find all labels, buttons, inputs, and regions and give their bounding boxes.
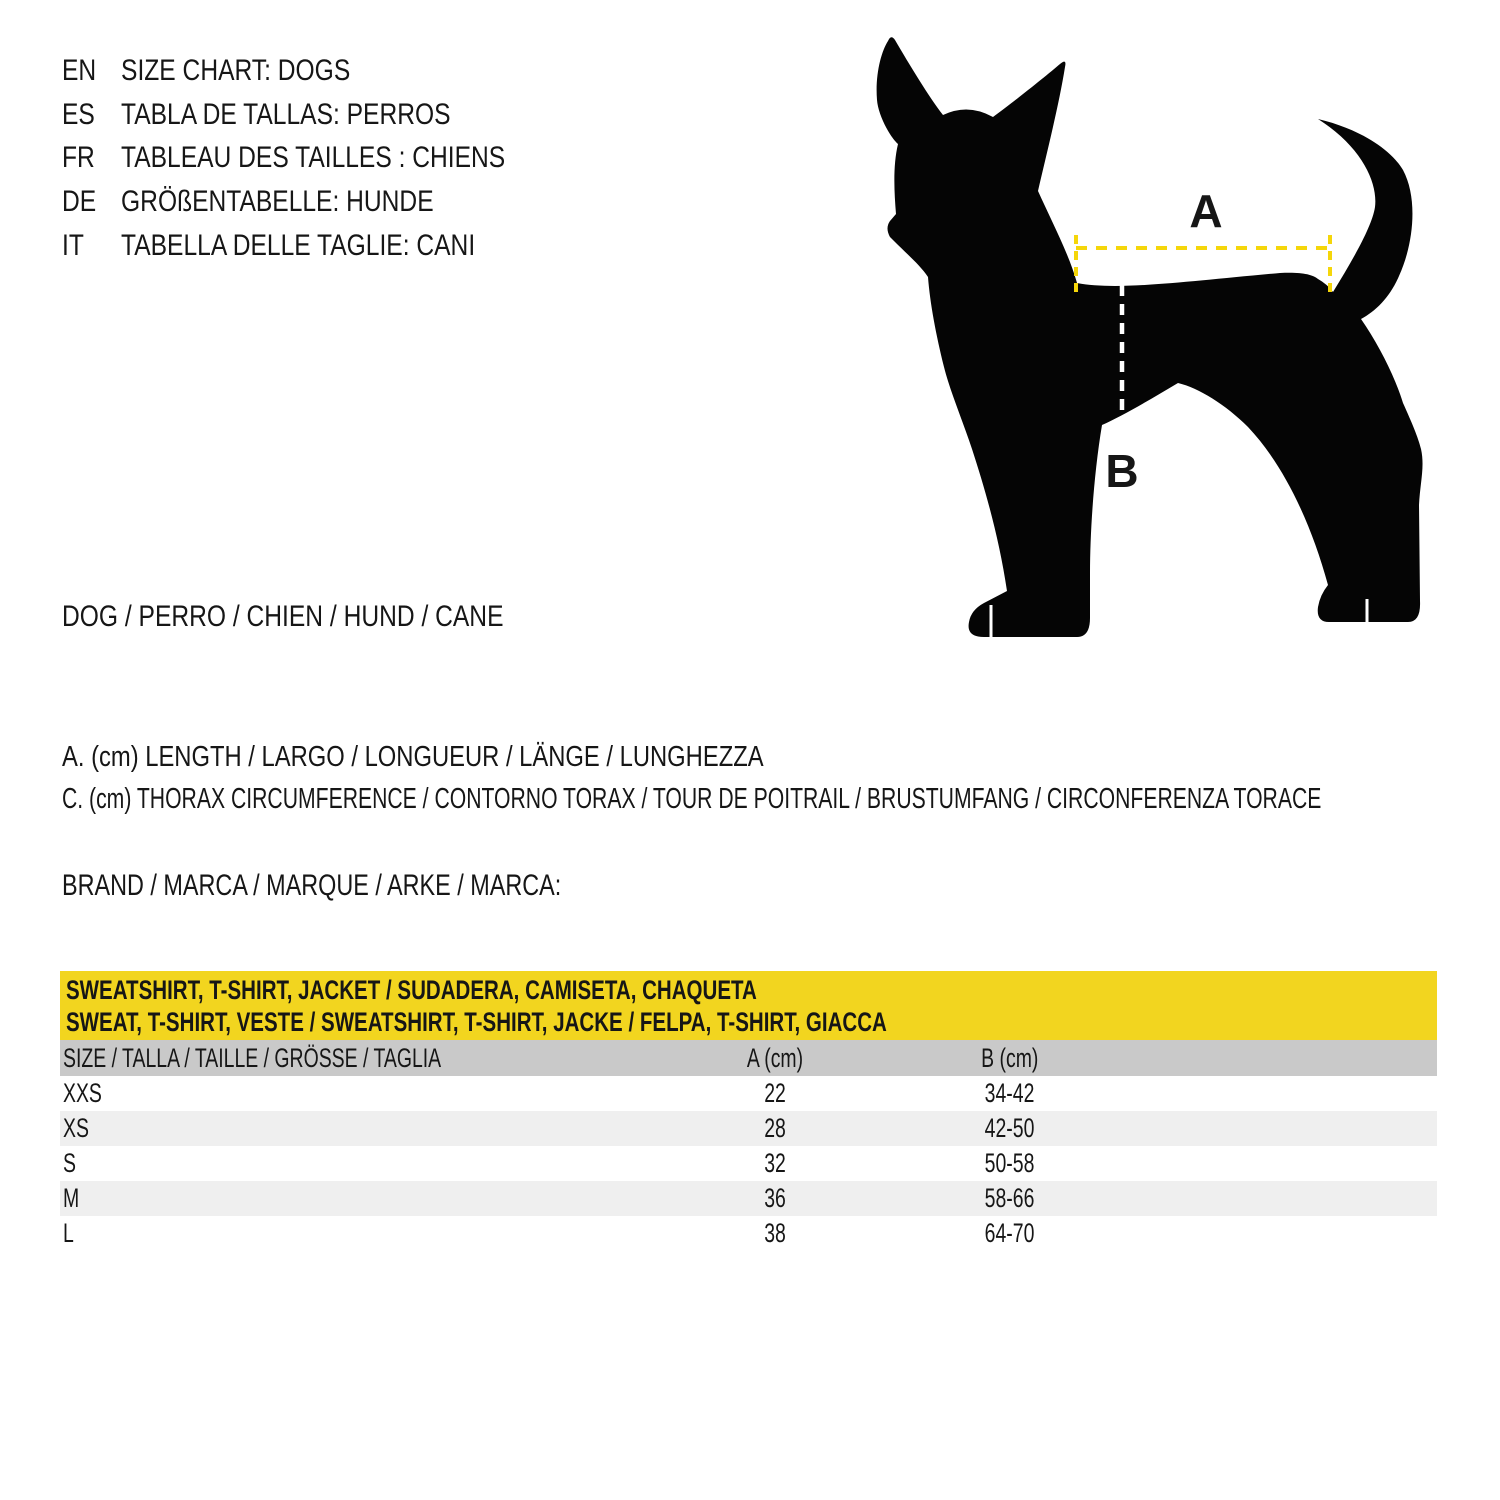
lang-title: SIZE CHART: DOGS [121,53,351,87]
lang-row-en [62,49,505,93]
size-table-header-row [60,1040,1437,1076]
table-row-xs [60,1111,1437,1146]
lang-code: IT [62,228,84,262]
lang-title: TABLEAU DES TAILLES : CHIENS [121,141,506,175]
brand-caption: BRAND / MARCA / MARQUE / ARKE / MARCA: [62,869,562,902]
lang-row-es [62,93,505,137]
table-row-xxs [60,1076,1437,1111]
b-value-cell: 50-58 [985,1148,1035,1178]
a-value-cell: 36 [764,1183,786,1213]
garment-type-header [60,971,1437,1040]
table-row-s [60,1146,1437,1181]
dog-silhouette-icon [877,37,1423,637]
lang-row-it [62,224,505,268]
measure-a-label: A [1189,185,1223,237]
dog-measurement-diagram [850,15,1450,645]
size-cell: XXS [63,1078,102,1108]
a-value-cell: 22 [764,1078,786,1108]
b-value-cell: 58-66 [985,1183,1035,1213]
measurement-legend-c: C. (cm) THORAX CIRCUMFERENCE / CONTORNO TORAX / TOUR DE POITRAIL / BRUSTUMFANG / CIRCONFERENZA TORACE [62,783,1322,815]
size-table-body [60,1076,1437,1251]
a-value-cell: 32 [764,1148,786,1178]
lang-title: TABELLA DELLE TAGLIE: CANI [121,228,476,262]
lang-row-fr [62,136,505,180]
column-header-b-cm: B (cm) [981,1042,1039,1073]
size-cell: S [63,1148,76,1178]
lang-row-de [62,180,505,224]
garment-type-line2: SWEAT, T-SHIRT, VESTE / SWEATSHIRT, T-SHIRT, JACKE / FELPA, T-SHIRT, GIACCA [66,1007,887,1037]
language-list [62,49,603,267]
b-value-cell: 34-42 [985,1078,1035,1108]
measurement-legend-a: A. (cm) LENGTH / LARGO / LONGUEUR / LÄNGE / LUNGHEZZA [62,741,764,773]
column-header-a-cm: A (cm) [746,1042,804,1073]
a-value-cell: 28 [764,1113,786,1143]
measure-b-label: B [1105,445,1139,497]
lang-code: ES [62,97,95,131]
lang-code: EN [62,53,97,87]
b-value-cell: 64-70 [985,1218,1035,1248]
size-cell: L [63,1218,74,1248]
animal-caption: DOG / PERRO / CHIEN / HUND / CANE [62,600,504,633]
table-row-m [60,1181,1437,1216]
column-header-size: SIZE / TALLA / TAILLE / GRÖSSE / TAGLIA [63,1042,442,1073]
b-value-cell: 42-50 [985,1113,1035,1143]
table-row-l [60,1216,1437,1251]
lang-title: TABLA DE TALLAS: PERROS [121,97,451,131]
size-cell: M [63,1183,80,1213]
lang-code: DE [62,184,97,218]
a-value-cell: 38 [764,1218,786,1248]
size-cell: XS [63,1113,89,1143]
garment-type-line1: SWEATSHIRT, T-SHIRT, JACKET / SUDADERA, CAMISETA, CHAQUETA [66,975,757,1005]
lang-title: GRÖßENTABELLE: HUNDE [121,184,434,218]
lang-code: FR [62,141,95,175]
